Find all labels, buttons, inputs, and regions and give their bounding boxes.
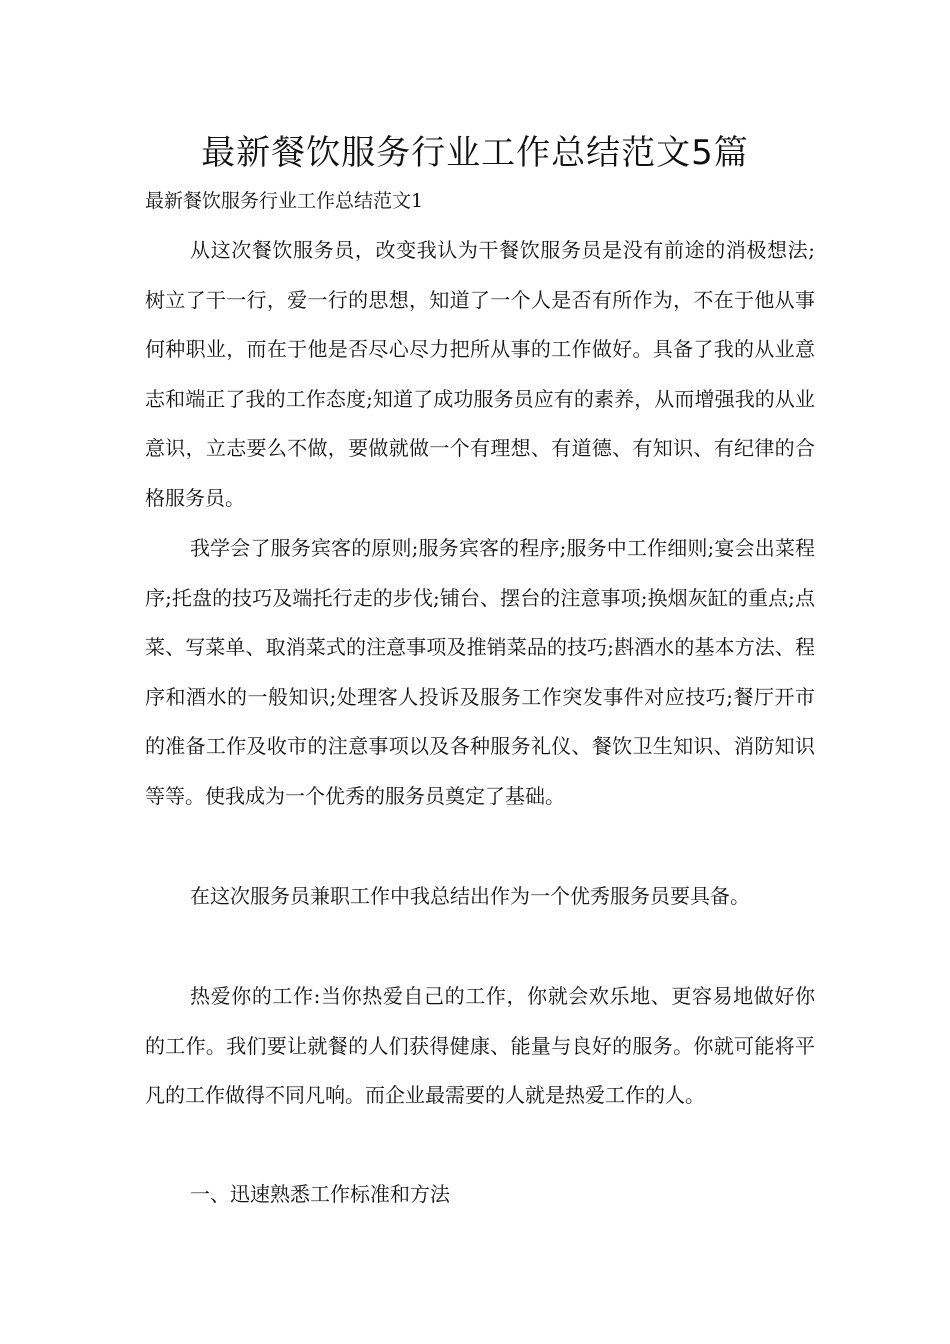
paragraph-1: 从这次餐饮服务员，改变我认为干餐饮服务员是没有前途的消极想法;树立了干一行，爱一行的思想，知道了一个人是否有所作为，不在于他从事何种职业，而在于他是否尽心尽力把所从事的工作做好。具备了我的从业意志和端正了我的工作态度;知道了成功服务员应有的素养，从而增强我的从业意识，立志要么不做，要做就做一个有理想、有道德、有知识、有纪律的合格服务员。 bbox=[145, 238, 815, 510]
document-title: 最新餐饮服务行业工作总结范文5篇 bbox=[201, 133, 749, 173]
paragraph-4: 热爱你的工作:当你热爱自己的工作，你就会欢乐地、更容易地做好你的工作。我们要让就餐的人们获得健康、能量与良好的服务。你就可能将平凡的工作做得不同凡响。而企业最需要的人就是热爱工作的人。 bbox=[145, 984, 815, 1108]
paragraph-2: 我学会了服务宾客的原则;服务宾客的程序;服务中工作细则;宴会出菜程序;托盘的技巧及端托行走的步伐;铺台、摆台的注意事项;换烟灰缸的重点;点菜、写菜单、取消菜式的注意事项及推销菜品的技巧;斟酒水的基本方法、程序和酒水的一般知识;处理客人投诉及服务工作突发事件对应技巧;餐厅开市的准备工作及收市的注意事项以及各种服务礼仪、餐饮卫生知识、消防知识等等。使我成为一个优秀的服务员奠定了基础。 bbox=[145, 536, 815, 808]
section-heading: 最新餐饮服务行业工作总结范文1 bbox=[145, 190, 424, 212]
paragraph-3: 在这次服务员兼职工作中我总结出作为一个优秀服务员要具备。 bbox=[190, 884, 750, 908]
subheading-1: 一、迅速熟悉工作标准和方法 bbox=[190, 1182, 450, 1206]
